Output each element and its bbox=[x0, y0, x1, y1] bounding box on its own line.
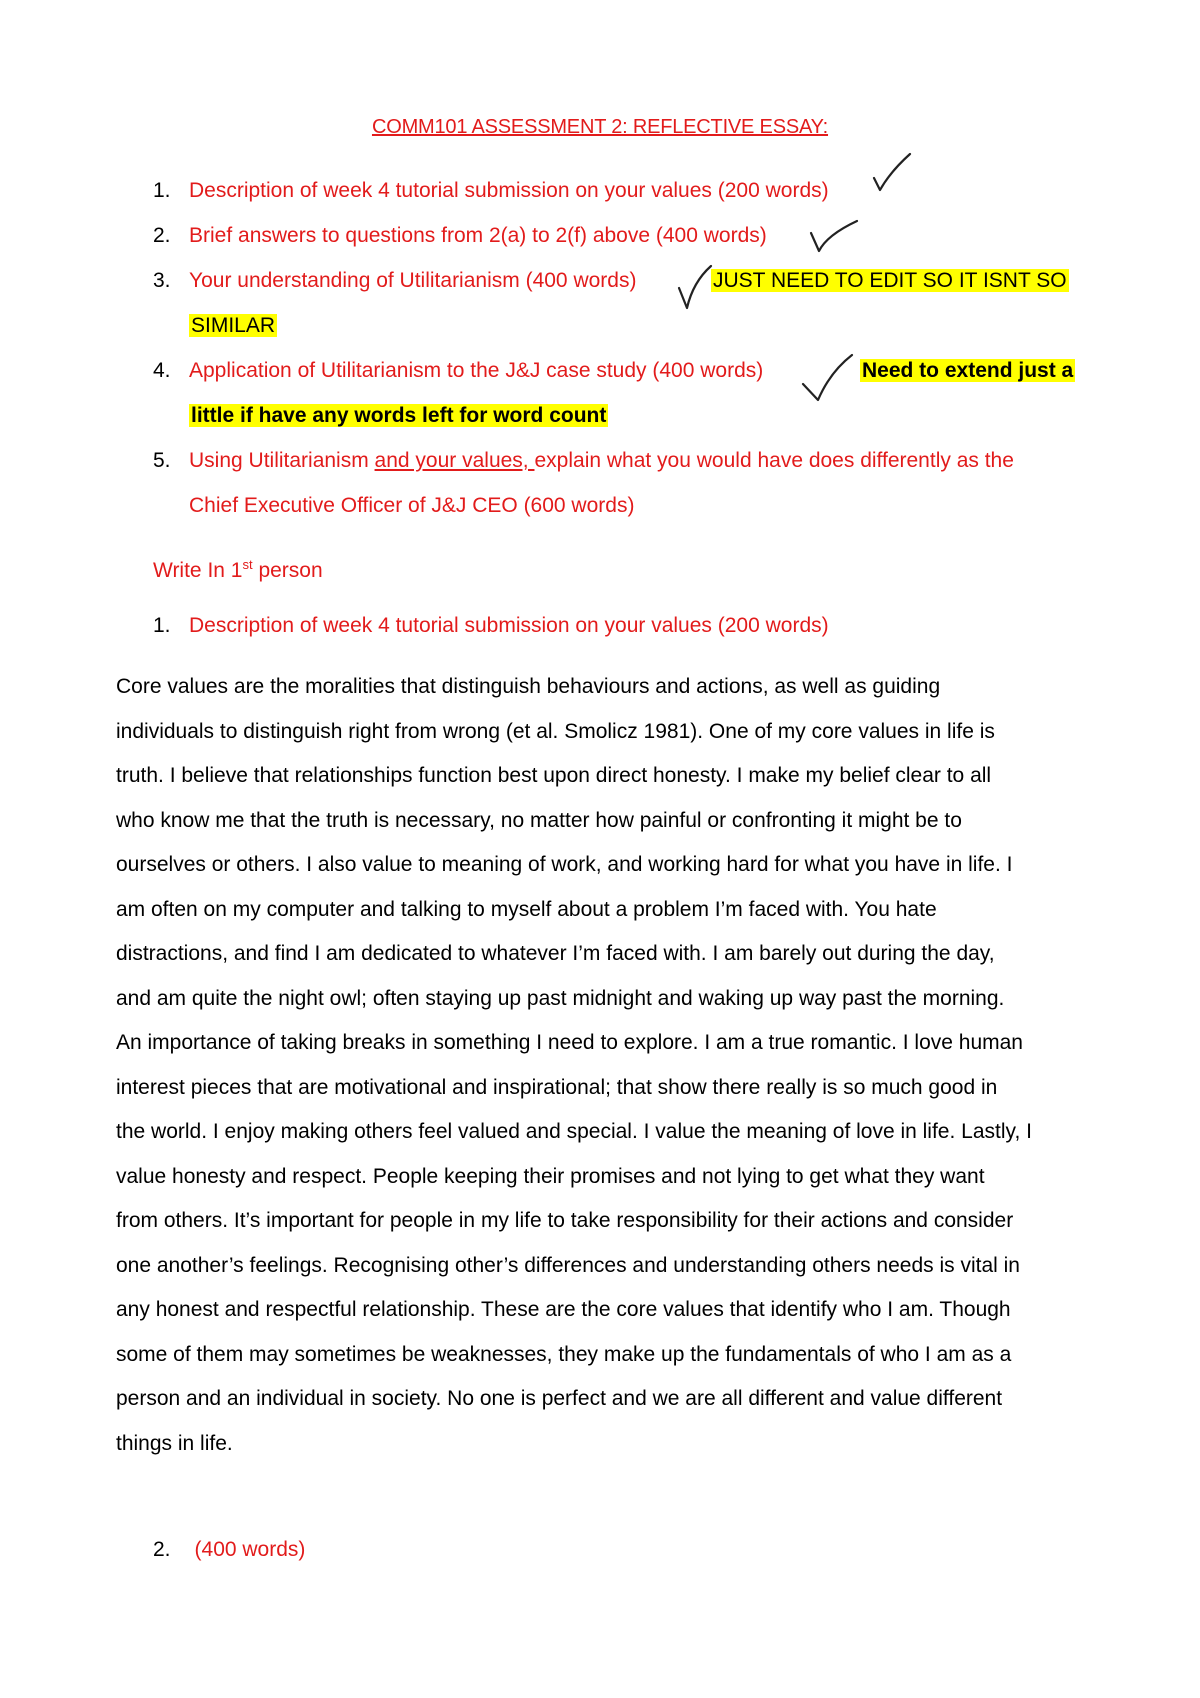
item-text-continued: Chief Executive Officer of J&J CEO (600 words) bbox=[189, 494, 635, 517]
paragraph-line: truth. I believe that relationships function best upon direct honesty. I make my belief clear to all bbox=[116, 764, 992, 787]
paragraph-line: am often on my computer and talking to myself about a problem I’m faced with. You hate bbox=[116, 897, 937, 921]
item-text: Description of week 4 tutorial submission on your values (200 words) bbox=[189, 614, 829, 637]
item-number: 3. bbox=[153, 269, 171, 292]
item-number: 2. bbox=[153, 1538, 171, 1561]
item-text: Using Utilitarianism and your values, explain what you would have does differently as the bbox=[189, 449, 1014, 472]
item-text: Application of Utilitarianism to the J&J case study (400 words) bbox=[189, 359, 764, 382]
paragraph-line: individuals to distinguish right from wrong (et al. Smolicz 1981). One of my core values in life is bbox=[116, 719, 995, 743]
item-number: 1. bbox=[153, 179, 171, 202]
item-text: Your understanding of Utilitarianism (400 words) bbox=[189, 269, 637, 292]
highlight-note-continued: little if have any words left for word count bbox=[191, 404, 607, 427]
paragraph-line: An importance of taking breaks in something I need to explore. I am a true romantic. I love human bbox=[116, 1031, 1023, 1054]
highlight-note-continued: SIMILAR bbox=[191, 314, 276, 337]
checkmark-icon bbox=[800, 352, 855, 412]
document-title: COMM101 ASSESSMENT 2: REFLECTIVE ESSAY: bbox=[371, 116, 829, 138]
paragraph-line: things in life. bbox=[116, 1431, 233, 1455]
paragraph-line: ourselves or others. I also value to meaning of work, and working hard for what you have in life. I bbox=[116, 853, 1013, 876]
paragraph-line: value honesty and respect. People keeping their promises and not lying to get what they want bbox=[116, 1164, 985, 1188]
paragraph-line: from others. It’s important for people in my life to take responsibility for their actions and consider bbox=[116, 1209, 1014, 1232]
paragraph-line: who know me that the truth is necessary, no matter how painful or confronting it might be to bbox=[116, 808, 962, 832]
item-text: (400 words) bbox=[194, 1538, 306, 1561]
paragraph-line: person and an individual in society. No one is perfect and we are all different and value different bbox=[116, 1387, 1003, 1410]
paragraph-line: the world. I enjoy making others feel valued and special. I value the meaning of love in life. Lastly, I bbox=[116, 1120, 1032, 1143]
paragraph-line: Core values are the moralities that distinguish behaviours and actions, as well as guiding bbox=[116, 675, 941, 698]
write-instruction: Write In 1st person bbox=[153, 557, 323, 582]
highlight-note: JUST NEED TO EDIT SO IT ISNT SO bbox=[713, 269, 1067, 292]
paragraph-line: one another’s feelings. Recognising other’s differences and understanding others needs is vital in bbox=[116, 1253, 1020, 1277]
paragraph-line: interest pieces that are motivational and inspirational; that show there really is so much good in bbox=[116, 1075, 998, 1099]
paragraph-line: distractions, and find I am dedicated to whatever I’m faced with. I am barely out during the day, bbox=[116, 942, 995, 965]
item-number: 5. bbox=[153, 449, 171, 472]
checkmark-icon bbox=[805, 215, 865, 260]
item-number: 1. bbox=[153, 614, 171, 637]
paragraph-line: some of them may sometimes be weaknesses, they make up the fundamentals of who I am as a bbox=[116, 1342, 1012, 1366]
checkmark-icon bbox=[870, 150, 920, 200]
item-number: 4. bbox=[153, 359, 171, 382]
section-2-heading bbox=[153, 1530, 305, 1570]
item-text: Description of week 4 tutorial submission on your values (200 words) bbox=[189, 179, 829, 202]
body-paragraph bbox=[116, 665, 1106, 1466]
paragraph-line: and am quite the night owl; often staying up past midnight and waking up way past the morning. bbox=[116, 986, 1005, 1010]
highlight-note: Need to extend just a bbox=[862, 359, 1074, 382]
item-number: 2. bbox=[153, 224, 171, 247]
checkmark-icon bbox=[675, 262, 715, 317]
item-text: Brief answers to questions from 2(a) to 2(f) above (400 words) bbox=[189, 224, 767, 247]
paragraph-line: any honest and respectful relationship. These are the core values that identify who I am. Though bbox=[116, 1298, 1011, 1321]
